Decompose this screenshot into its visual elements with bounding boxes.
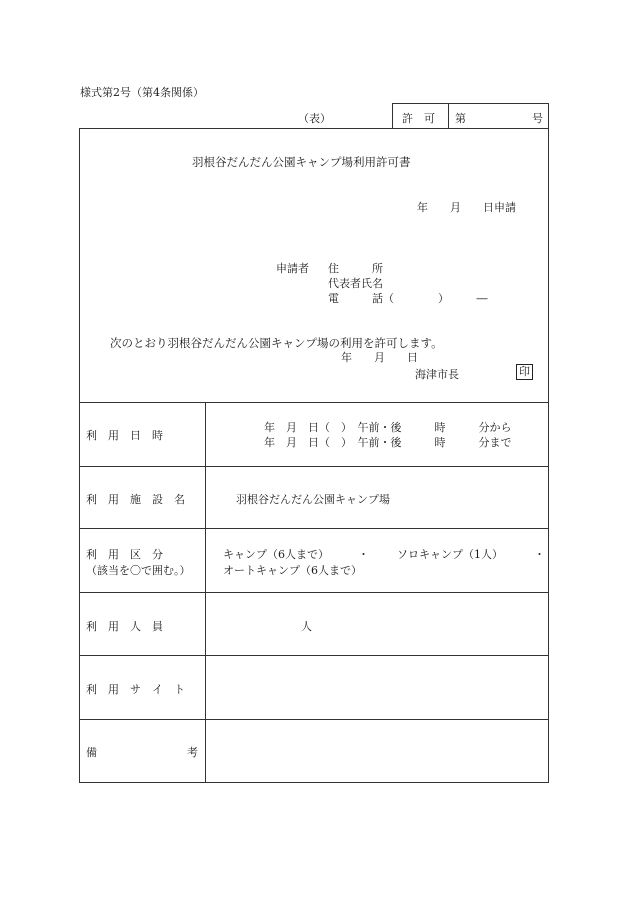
category-option-solo: ソロキャンプ（1人） xyxy=(397,548,503,561)
facility-label: 利 用 施 設 名 xyxy=(86,493,185,506)
category-separator-2: ・ xyxy=(534,548,545,561)
row-line-5 xyxy=(79,655,549,656)
go-label: 号 xyxy=(532,112,543,125)
header-divider-1 xyxy=(392,103,393,129)
row-line-1 xyxy=(79,402,549,403)
header-right xyxy=(548,103,549,129)
remarks-label-right: 考 xyxy=(187,746,198,759)
category-separator-1: ・ xyxy=(358,548,369,561)
frame-top xyxy=(79,128,549,129)
label-column-divider xyxy=(205,402,206,783)
representative-label: 代表者氏名 xyxy=(328,277,383,290)
mayor-name: 海津市長 xyxy=(415,368,459,381)
omote-label: （表） xyxy=(298,112,331,125)
datetime-to: 年 月 日（ ） 午前・後 時 分まで xyxy=(264,436,512,449)
facility-value: 羽根谷だんだん公園キャンプ場 xyxy=(236,493,390,506)
people-unit: 人 xyxy=(301,620,312,633)
kyoka-label: 許 可 xyxy=(402,112,435,125)
row-line-3 xyxy=(79,528,549,529)
header-divider-2 xyxy=(448,103,449,129)
permission-text: 次のとおり羽根谷だんだん公園キャンプ場の利用を許可します。 xyxy=(110,336,443,350)
category-option-camp: キャンプ（6人まで） xyxy=(223,548,329,561)
category-label: 利 用 区 分 xyxy=(86,548,163,561)
frame-bottom xyxy=(79,782,549,783)
people-label: 利 用 人 員 xyxy=(86,620,163,633)
applicant-label: 申請者 xyxy=(276,262,309,275)
datetime-label: 利 用 日 時 xyxy=(86,429,163,442)
datetime-from: 年 月 日（ ） 午前・後 時 分から xyxy=(264,421,512,434)
seal-mark: 印 xyxy=(516,364,533,380)
application-date: 年 月 日申請 xyxy=(417,201,516,214)
document-title: 羽根谷だんだん公園キャンプ場利用許可書 xyxy=(192,155,411,169)
phone-label: 電 話（ ） ― xyxy=(328,292,488,305)
permission-date: 年 月 日 xyxy=(341,351,418,364)
site-label: 利 用 サ イ ト xyxy=(86,683,185,696)
category-option-auto: オートキャンプ（6人まで） xyxy=(223,564,362,577)
row-line-4 xyxy=(79,592,549,593)
remarks-label-left: 備 xyxy=(86,746,97,759)
form-number: 様式第2号（第4条関係） xyxy=(80,86,204,99)
header-top-line xyxy=(392,103,549,104)
row-line-2 xyxy=(79,466,549,467)
category-note: （該当を〇で囲む。） xyxy=(86,564,191,577)
frame-left xyxy=(79,128,80,783)
frame-right xyxy=(548,128,549,783)
dai-label: 第 xyxy=(455,112,466,125)
row-line-6 xyxy=(79,719,549,720)
address-label: 住 所 xyxy=(328,262,383,275)
